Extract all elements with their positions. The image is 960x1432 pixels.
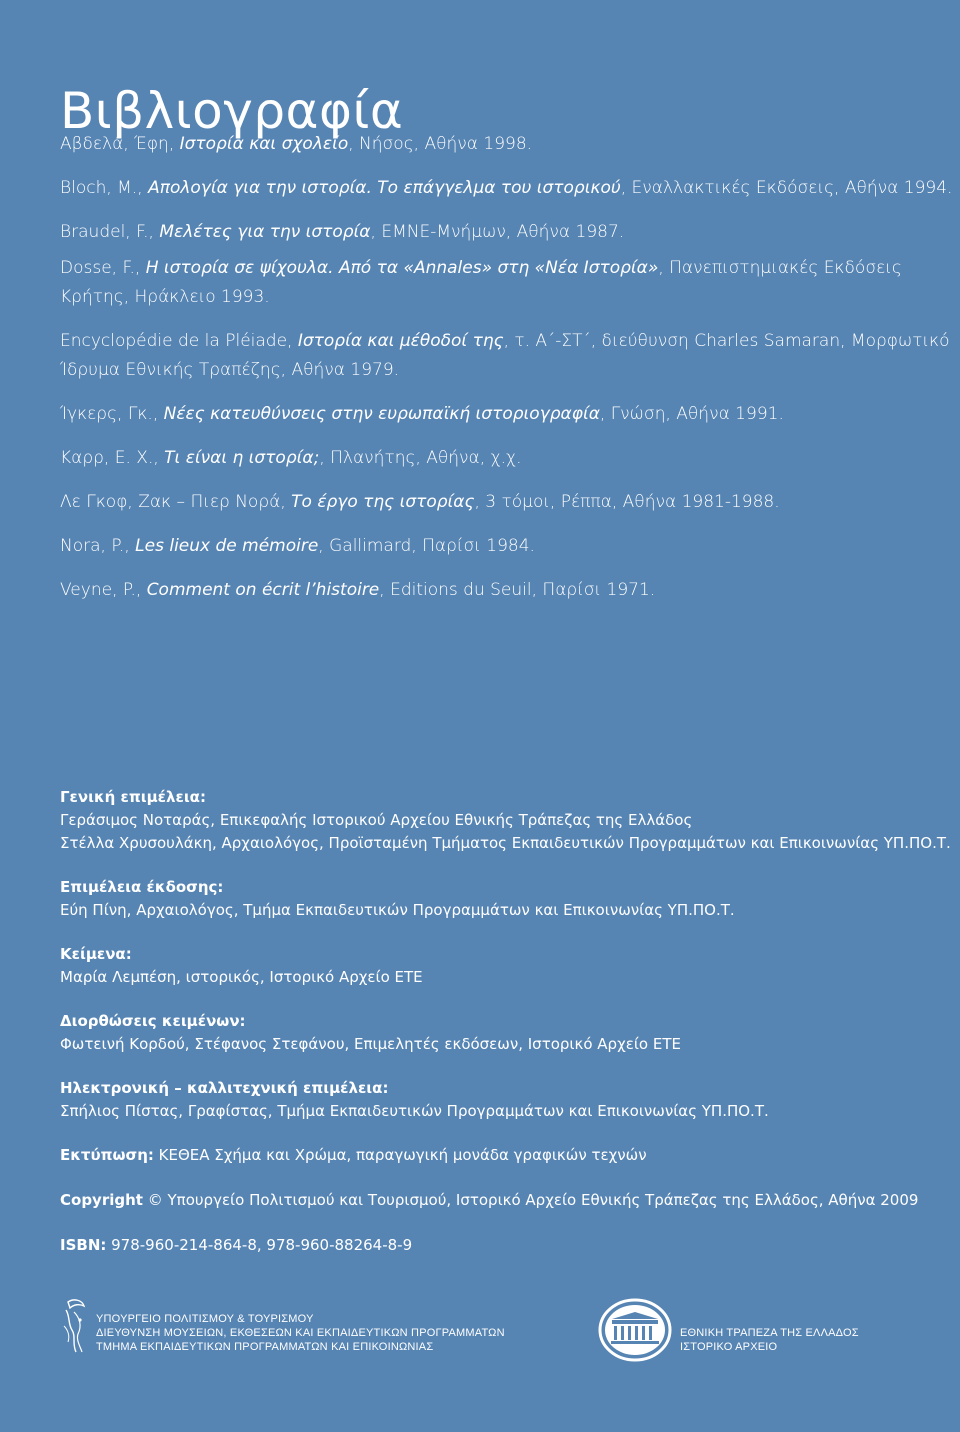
bib-entry: Braudel, F., Μελέτες για την ιστορία, ΕΜΝΕ-Μνήμων, Αθήνα 1987.: [60, 222, 625, 242]
credit-label: Διορθώσεις κειμένων:: [60, 1012, 246, 1030]
credit-proofreading: [60, 1010, 960, 1056]
copyright-line: Copyright © Υπουργείο Πολιτισμού και Τουρισμού, Ιστορικό Αρχείο Εθνικής Τράπεζας της Ελλάδος, Αθήνα 2009: [60, 1191, 919, 1209]
ministry-name: ΥΠΟΥΡΓΕΙΟ ΠΟΛΙΤΙΣΜΟΥ & ΤΟΥΡΙΣΜΟΥ ΔΙΕΥΘΥΝΣΗ ΜΟΥΣΕΙΩΝ, ΕΚΘΕΣΕΩΝ ΚΑΙ ΕΚΠΑΙΔΕΥΤΙΚΩΝ ΠΡΟΓΡΑΜΜΑΤΩΝ ΤΜΗΜΑ ΕΚΠΑΙΔΕΥΤΙΚΩΝ ΠΡΟΓΡΑΜΜΑΤΩΝ ΚΑΙ ΕΠΙΚΟΙΝΩΝΙΑΣ: [96, 1313, 505, 1353]
credit-printing: Εκτύπωση: ΚΕΘΕΑ Σχήμα και Χρώμα, παραγωγική μονάδα γραφικών τεχνών: [60, 1146, 647, 1164]
credit-line: Φωτεινή Κορδού, Στέφανος Στεφάνου, Επιμελητές εκδόσεων, Ιστορικό Αρχείο ΕΤΕ: [60, 1035, 681, 1053]
bib-entry: Encyclopédie de la Pléiade, Ιστορία και μέθοδοί της, τ. Α΄-ΣΤ΄, διεύθυνση Charles Samaran, Μορφωτικό Ίδρυμα Εθνικής Τραπέζης, Αθήνα 1979.: [60, 331, 950, 380]
bib-entry: Nora, P., Les lieux de mémoire, Gallimard, Παρίσι 1984.: [60, 536, 535, 556]
isbn-line: ISBN: 978-960-214-864-8, 978-960-88264-8-9: [60, 1236, 413, 1254]
credit-label: Copyright: [60, 1191, 143, 1209]
bib-entry: Καρρ, Ε. Χ., Τι είναι η ιστορία;, Πλανήτης, Αθήνα, χ.χ.: [60, 448, 522, 468]
bib-entry: Veyne, P., Comment on écrit l’histoire, Editions du Seuil, Παρίσι 1971.: [60, 580, 656, 600]
bib-entry: Λε Γκοφ, Ζακ – Πιερ Νορά, Το έργο της ιστορίας, 3 τόμοι, Ρέππα, Αθήνα 1981-1988.: [60, 492, 780, 512]
credit-edition: [60, 876, 960, 922]
credit-design: [60, 1077, 960, 1123]
credit-label: Ηλεκτρονική – καλλιτεχνική επιμέλεια:: [60, 1079, 389, 1097]
credit-line: Στέλλα Χρυσουλάκη, Αρχαιολόγος, Προϊσταμένη Τμήματος Εκπαιδευτικών Προγραμμάτων και Επικοινωνίας ΥΠ.ΠΟ.Τ.: [60, 834, 951, 852]
bib-entry: Ίγκερς, Γκ., Νέες κατευθύνσεις στην ευρωπαϊκή ιστοριογραφία, Γνώση, Αθήνα 1991.: [60, 404, 784, 424]
bank-building-icon: [598, 1298, 672, 1362]
bib-entry: Dosse, F., Η ιστορία σε ψίχουλα. Από τα «Annales» στη «Νέα Ιστορία», Πανεπιστημιακές Εκδόσεις Κρήτης, Ηράκλειο 1993.: [60, 258, 902, 307]
bib-entry: Αβδελά, Έφη, Ιστορία και σχολείο, Νήσος, Αθήνα 1998.: [60, 134, 533, 154]
bib-entry: Bloch, M., Απολογία για την ιστορία. Το επάγγελμα του ιστορικού, Εναλλακτικές Εκδόσεις, Αθήνα 1994.: [60, 178, 953, 198]
credit-label: Εκτύπωση:: [60, 1146, 154, 1164]
credit-line: Μαρία Λεμπέση, ιστορικός, Ιστορικό Αρχείο ΕΤΕ: [60, 968, 423, 986]
credits-section: [60, 786, 960, 1279]
credit-line: Εύη Πίνη, Αρχαιολόγος, Τμήμα Εκπαιδευτικών Προγραμμάτων και Επικοινωνίας ΥΠ.ΠΟ.Τ.: [60, 901, 735, 919]
page-title: Βιβλιογραφία: [60, 81, 404, 140]
bank-name: ΕΘΝΙΚΗ ΤΡΑΠΕΖΑ ΤΗΣ ΕΛΛΑΔΟΣ ΙΣΤΟΡΙΚΟ ΑΡΧΕΙΟ: [680, 1327, 859, 1353]
footer: [60, 1296, 940, 1366]
credit-label: Κείμενα:: [60, 945, 132, 963]
credit-label: Γενική επιμέλεια:: [60, 788, 206, 806]
credit-texts: [60, 943, 960, 989]
ministry-logo-icon: [60, 1296, 90, 1356]
credit-label: Επιμέλεια έκδοσης:: [60, 878, 224, 896]
credit-general: [60, 786, 960, 855]
credit-line: Σπήλιος Πίστας, Γραφίστας, Τμήμα Εκπαιδευτικών Προγραμμάτων και Επικοινωνίας ΥΠ.ΠΟ.Τ.: [60, 1102, 769, 1120]
credit-label: ISBN:: [60, 1236, 107, 1254]
credit-line: Γεράσιμος Νοταράς, Επικεφαλής Ιστορικού Αρχείου Εθνικής Τράπεζας της Ελλάδος: [60, 811, 693, 829]
bibliography-list: [60, 130, 955, 620]
